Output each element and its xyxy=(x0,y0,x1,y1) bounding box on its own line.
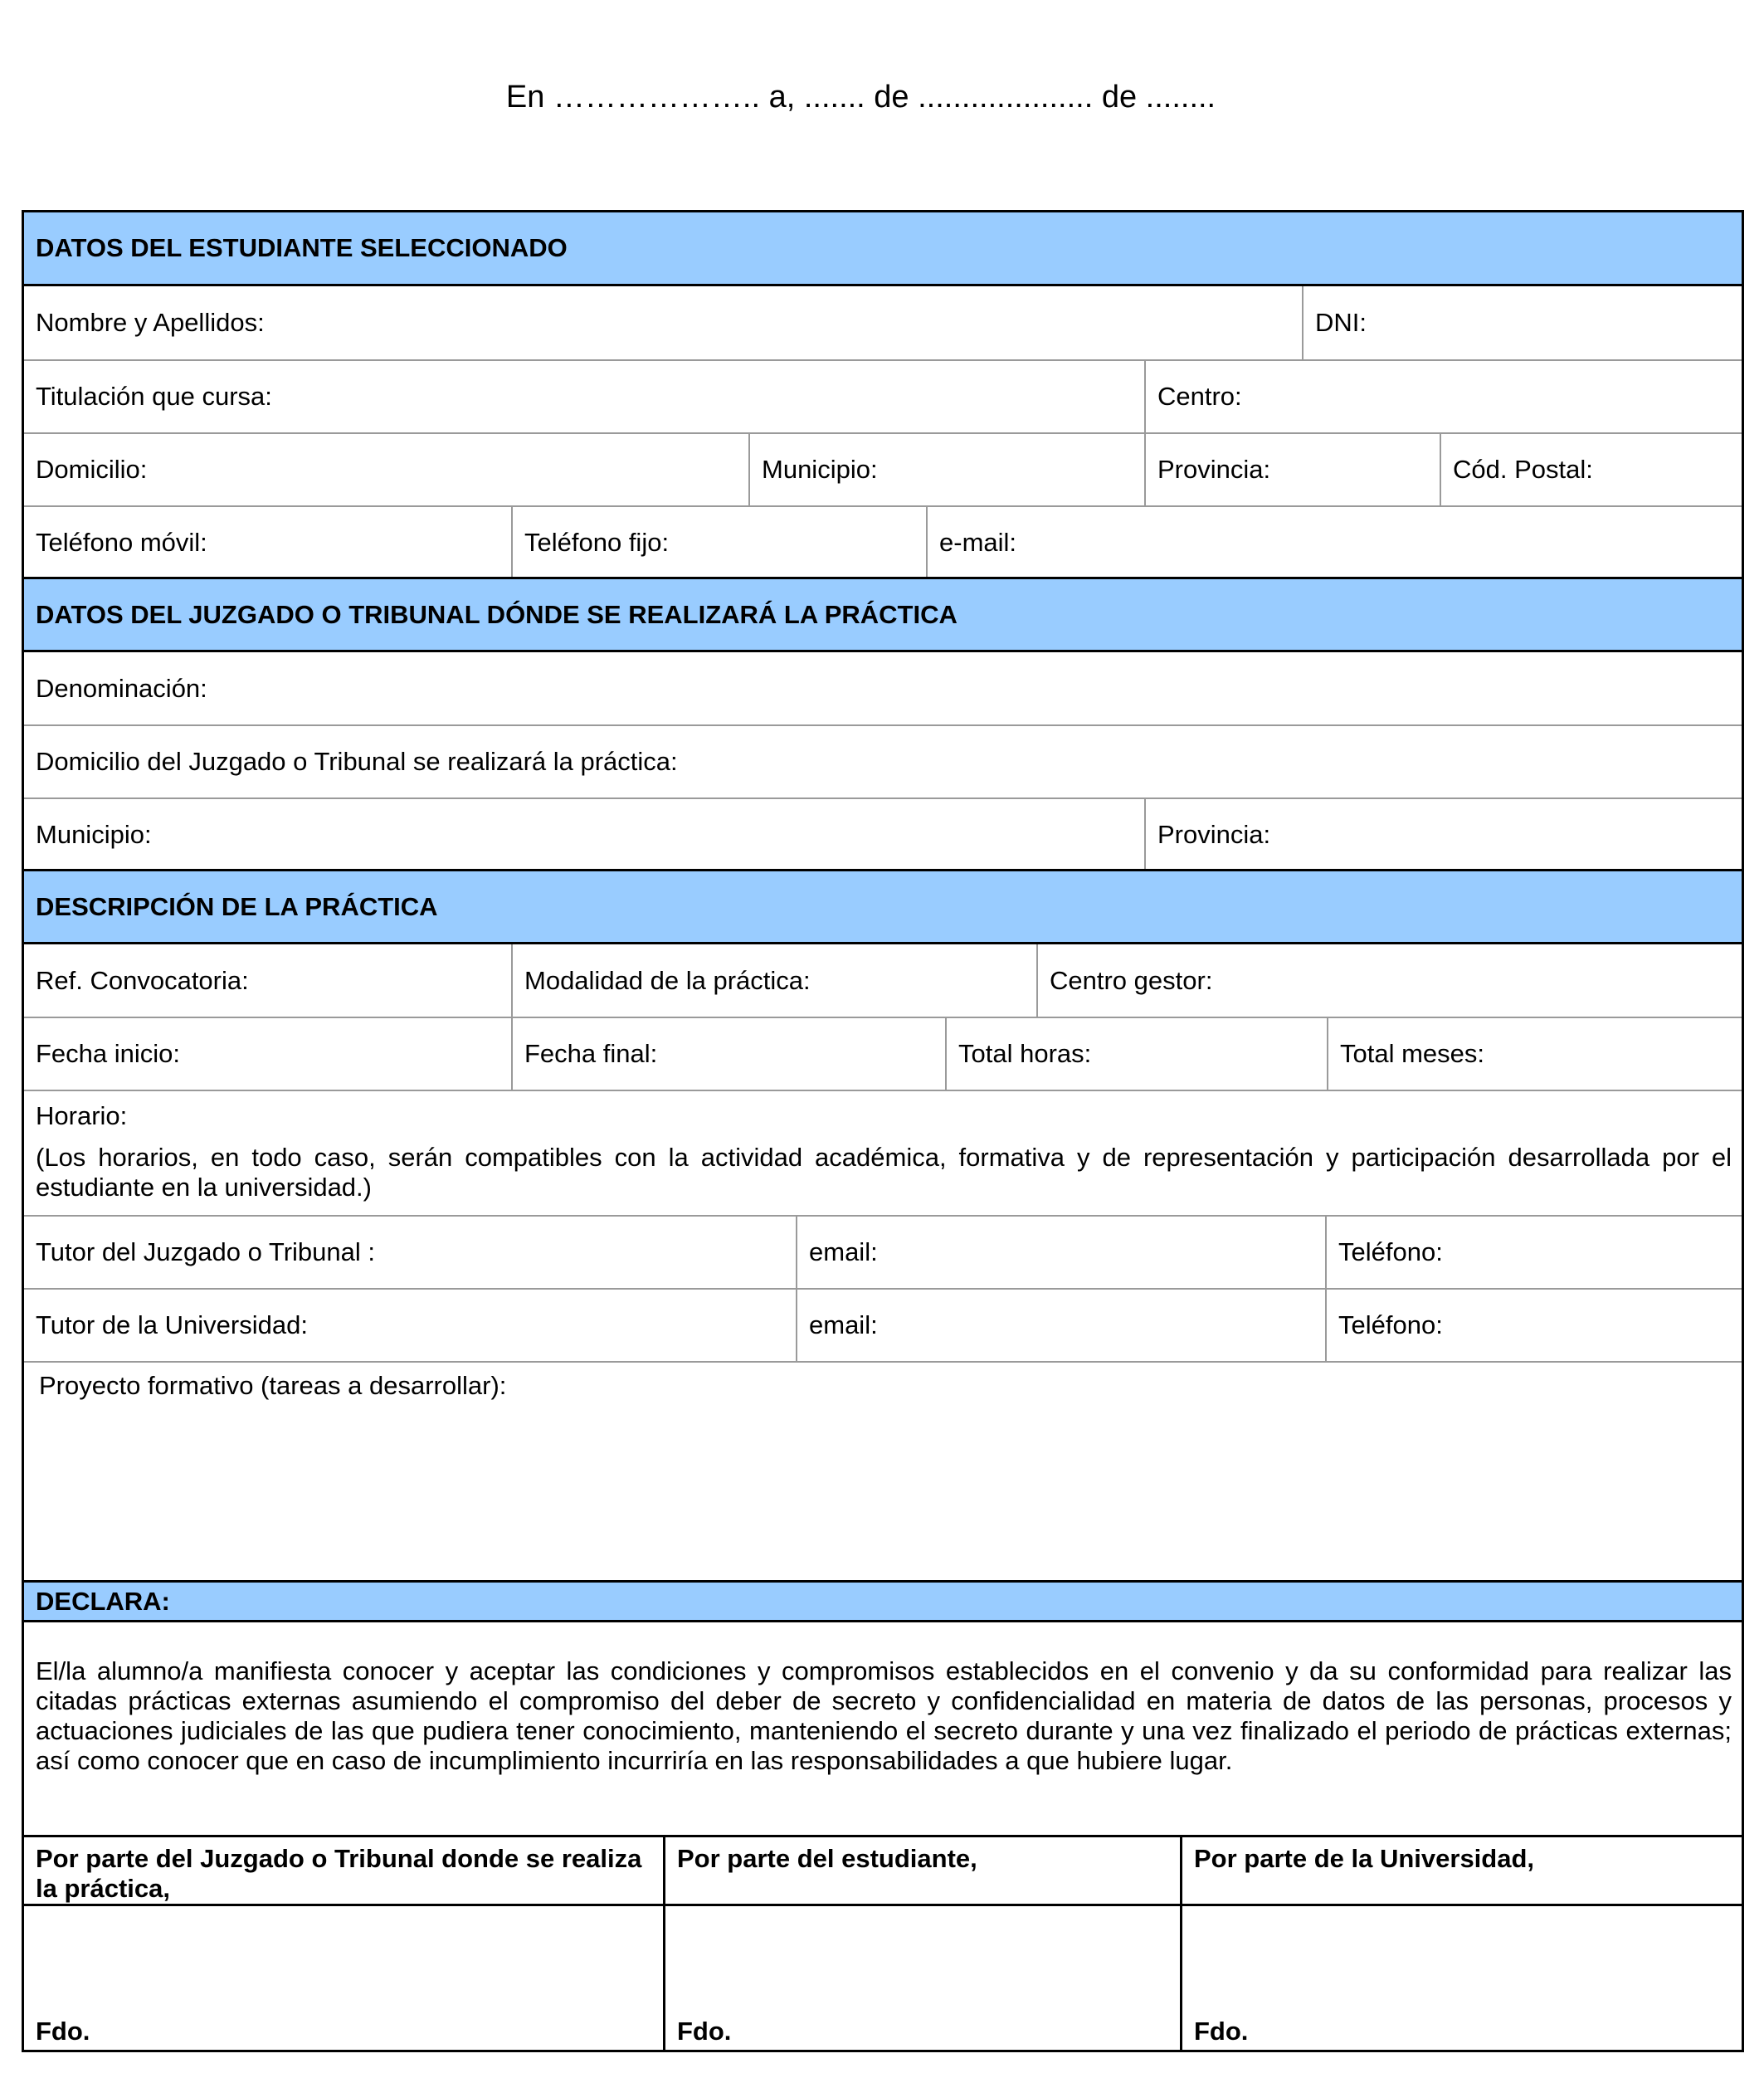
form-row xyxy=(24,359,1742,432)
horario-row xyxy=(24,1090,1742,1215)
tutor-juzgado-field[interactable]: Tutor del Juzgado o Tribunal : xyxy=(36,1237,375,1266)
section-title: DATOS DEL JUZGADO O TRIBUNAL DÓNDE SE REALIZARÁ LA PRÁCTICA xyxy=(36,599,958,629)
signature-universidad-label: Por parte de la Universidad, xyxy=(1180,1837,1742,1904)
form-row xyxy=(24,286,1742,359)
cod-postal-field[interactable]: Cód. Postal: xyxy=(1440,434,1742,505)
dni-field[interactable]: DNI: xyxy=(1302,286,1742,359)
signature-header-row xyxy=(24,1835,1742,1906)
section-title: DESCRIPCIÓN DE LA PRÁCTICA xyxy=(36,891,438,921)
fdo-label: Fdo. xyxy=(1194,2017,1249,2046)
tutor-juzgado-email-field[interactable]: email: xyxy=(796,1217,1325,1288)
ref-convocatoria-field[interactable]: Ref. Convocatoria: xyxy=(36,965,249,995)
form-row xyxy=(24,652,1742,724)
court-provincia-field[interactable]: Provincia: xyxy=(1144,799,1742,871)
email-field[interactable]: e-mail: xyxy=(926,507,1742,578)
fdo-label: Fdo. xyxy=(36,2017,90,2046)
modalidad-field[interactable]: Modalidad de la práctica: xyxy=(511,944,1036,1017)
centro-field[interactable]: Centro: xyxy=(1144,361,1742,432)
horario-label[interactable]: Horario: xyxy=(36,1101,128,1130)
signature-box-universidad[interactable] xyxy=(1180,1906,1742,2050)
signature-area-row xyxy=(24,1906,1742,2050)
nombre-field[interactable]: Nombre y Apellidos: xyxy=(36,308,265,337)
date-line: En ……………….. a, ....... de .................... de ........ xyxy=(505,80,1216,115)
tutor-univ-tel-field[interactable]: Teléfono: xyxy=(1325,1290,1742,1361)
signature-juzgado-label: Por parte del Juzgado o Tribunal donde se realiza la práctica, xyxy=(36,1844,642,1903)
tutor-univ-email-field[interactable]: email: xyxy=(796,1290,1325,1361)
section-header-court xyxy=(24,577,1742,652)
fecha-inicio-field[interactable]: Fecha inicio: xyxy=(36,1039,181,1068)
form-row xyxy=(24,797,1742,871)
form-row xyxy=(24,505,1742,578)
tel-fijo-field[interactable]: Teléfono fijo: xyxy=(511,507,926,578)
form-row xyxy=(24,1215,1742,1288)
section-header-description xyxy=(24,869,1742,944)
form-row xyxy=(24,724,1742,797)
total-horas-field[interactable]: Total horas: xyxy=(945,1018,1327,1090)
signature-box-juzgado[interactable] xyxy=(24,1906,663,2050)
proyecto-row xyxy=(24,1361,1742,1580)
tutor-juzgado-tel-field[interactable]: Teléfono: xyxy=(1325,1217,1742,1288)
provincia-field[interactable]: Provincia: xyxy=(1144,434,1440,505)
fdo-label: Fdo. xyxy=(677,2017,732,2046)
declara-text: El/la alumno/a manifiesta conocer y aceptar las condiciones y compromisos establecidos en el convenio y da su conformidad para realizar las citadas prácticas externas asumiendo el compromiso del deber de secreto y confidencialidad en materia de datos de las personas, procesos y actuaciones judiciales de las que pudiera tener conocimiento, manteniendo el secreto durante y una vez finalizado el periodo de prácticas externas; así como conocer que en caso de incumplimiento incurriría en las responsabilidades a que hubiere lugar. xyxy=(36,1656,1732,1775)
section-title: DATOS DEL ESTUDIANTE SELECCIONADO xyxy=(36,233,568,262)
domicilio-field[interactable]: Domicilio: xyxy=(36,455,148,484)
tel-movil-field[interactable]: Teléfono móvil: xyxy=(36,528,207,557)
practice-form xyxy=(22,210,1744,2052)
fecha-final-field[interactable]: Fecha final: xyxy=(511,1018,945,1090)
centro-gestor-field[interactable]: Centro gestor: xyxy=(1036,944,1742,1017)
titulacion-field[interactable]: Titulación que cursa: xyxy=(36,382,272,411)
proyecto-field[interactable]: Proyecto formativo (tareas a desarrollar): xyxy=(39,1371,507,1400)
form-row xyxy=(24,1017,1742,1090)
form-row xyxy=(24,1288,1742,1361)
horario-note: (Los horarios, en todo caso, serán compatibles con la actividad académica, formativa y de representación y participación desarrollada por el estudiante en la universidad.) xyxy=(36,1143,1732,1202)
signature-box-estudiante[interactable] xyxy=(663,1906,1180,2050)
court-domicilio-field[interactable]: Domicilio del Juzgado o Tribunal se realizará la práctica: xyxy=(36,747,678,776)
court-municipio-field[interactable]: Municipio: xyxy=(36,820,152,849)
denominacion-field[interactable]: Denominación: xyxy=(36,673,207,703)
signature-estudiante-label: Por parte del estudiante, xyxy=(663,1837,1180,1904)
section-title: DECLARA: xyxy=(36,1586,170,1616)
tutor-univ-field[interactable]: Tutor de la Universidad: xyxy=(36,1310,308,1339)
municipio-field[interactable]: Municipio: xyxy=(748,434,1144,505)
form-row xyxy=(24,432,1742,505)
section-header-student xyxy=(24,212,1742,286)
total-meses-field[interactable]: Total meses: xyxy=(1327,1018,1742,1090)
section-header-declara xyxy=(24,1580,1742,1622)
form-row xyxy=(24,944,1742,1017)
